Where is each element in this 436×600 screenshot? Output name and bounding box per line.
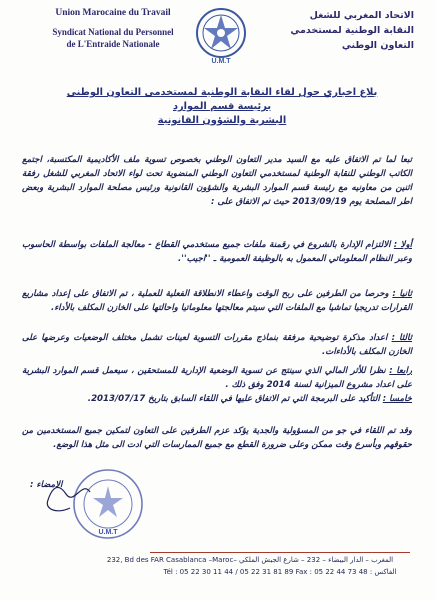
item-5-text: التأكيد على البرمجة التي تم الاتفاق عليها في اللقاء السابق بتاريخ 2013/07/17.: [87, 394, 380, 404]
closing-paragraph: وقد تم اللقاء في جو من المسؤولية والجدية يؤكد عزم الطرفين على التعاون لتمكين جميع المستخدمين من حقوقهم وبأسرع وقت ممكن وعلى ضرورة القطع مع جميع الممارسات التي ادت الى مثل هذا الوضع.: [22, 426, 412, 450]
header-arabic: [284, 8, 414, 53]
title-line-2: البشرية والشؤون القانونية: [157, 115, 287, 126]
intro-paragraph: تبعا لما تم الاتفاق عليه مع السيد مدير التعاون الوطني بخصوص تسوية ملف الأكاديمية المكتسبة، اجتمع الكاتب الوطني للنقابة الوطنية لمستخدمي التعاون الوطني المنضوية تحت لواء الاتحاد المغربي للشغل رفقة اثنين من معاونيه مع رئيسة قسم الموارد البشرية والشؤون القانونية ورئيس مصلحة الموارد البشرية وبعض اطر المصلحة يوم 2013/09/19 حيث تم الاتفاق على :: [22, 155, 412, 207]
item-1-label: أولا :: [393, 240, 412, 250]
item-5-label: خامسا :: [382, 394, 412, 404]
header-org-name-fr: Union Marocaine du Travail: [55, 8, 171, 18]
item-1: [22, 238, 412, 266]
footer-divider: [150, 552, 410, 553]
item-1-text: الالتزام الإدارة بالشروع في رقمنة ملفات جميع مستخدمي القطاع - معالجة الملفات بواسطة الحاسوب وعبر النظام المعلوماتي المعمول به بالوظيفة العمومية ـ ''اجيب''.: [22, 240, 412, 264]
footer-address: 232, Bd des FAR Casablanca –Maroc– المغرب – الدار البيضاء – 232 – شارع الجيش الملكي: [106, 556, 394, 564]
item-4-text: نظرا للأثر المالي الذي سينتج عن تسوية الوضعية الإدارية للمستحقين ، سيعمل قسم الموارد البشرية على اعداد مشروع الميزانية لسنة 2014 وفق ذلك .: [22, 366, 412, 390]
item-2: [22, 287, 412, 315]
header-syndicate-fr: Syndicat National du Personnel: [52, 27, 174, 37]
footer-phones: Tél : 05 22 30 11 44 / 05 22 31 81 89 Fax : 05 22 44 73 48 : الفاكس: [163, 568, 397, 576]
header-french: [38, 8, 188, 50]
header-entraide-fr: de L'Entraide Nationale: [66, 39, 160, 49]
item-3-text: اعداد مذكرة توضيحية مرفقة بنماذج مقررات التسوية لعينات تشمل مختلف الوضعيات وعرضها على الخازن المكلف بالأداءات.: [22, 333, 412, 357]
header-syndicate-ar: النقابة الوطنية لمستخدمي: [290, 25, 414, 36]
header-entraide-ar: التعاون الوطني: [341, 40, 414, 51]
item-5: [22, 392, 412, 406]
header-org-name-ar: الاتحاد المغربي للشغل: [309, 10, 414, 21]
item-2-label: ثانيا :: [392, 289, 412, 299]
item-4-label: رابعا :: [389, 366, 412, 376]
logo-umt-label: U.M.T: [211, 58, 231, 65]
document-title: [52, 86, 392, 128]
item-2-text: وحرصا من الطرفين على ربح الوقت واعطاء الانطلاقة الفعلية للعملية ، تم الاتفاق على إعداد مشاريع القرارات تدريجيا تماشيا مع الملفات التي سيتم معالجتها معلوماتيا واحالتها على الخازن المكلف بالأداء.: [22, 289, 412, 313]
stamp-label: U.M.T: [98, 529, 118, 536]
item-3-label: ثالثا :: [391, 333, 413, 343]
item-4: [22, 364, 412, 392]
handwritten-signature-icon: [30, 470, 120, 530]
item-3: [22, 331, 412, 359]
title-line-1: بلاغ اخباري حول لقاء النقابة الوطنية لمستخدمي التعاون الوطني برئيسة قسم الموارد: [66, 87, 378, 112]
umt-logo-icon: [192, 6, 250, 66]
signature-label: الامضاء :: [30, 480, 63, 490]
